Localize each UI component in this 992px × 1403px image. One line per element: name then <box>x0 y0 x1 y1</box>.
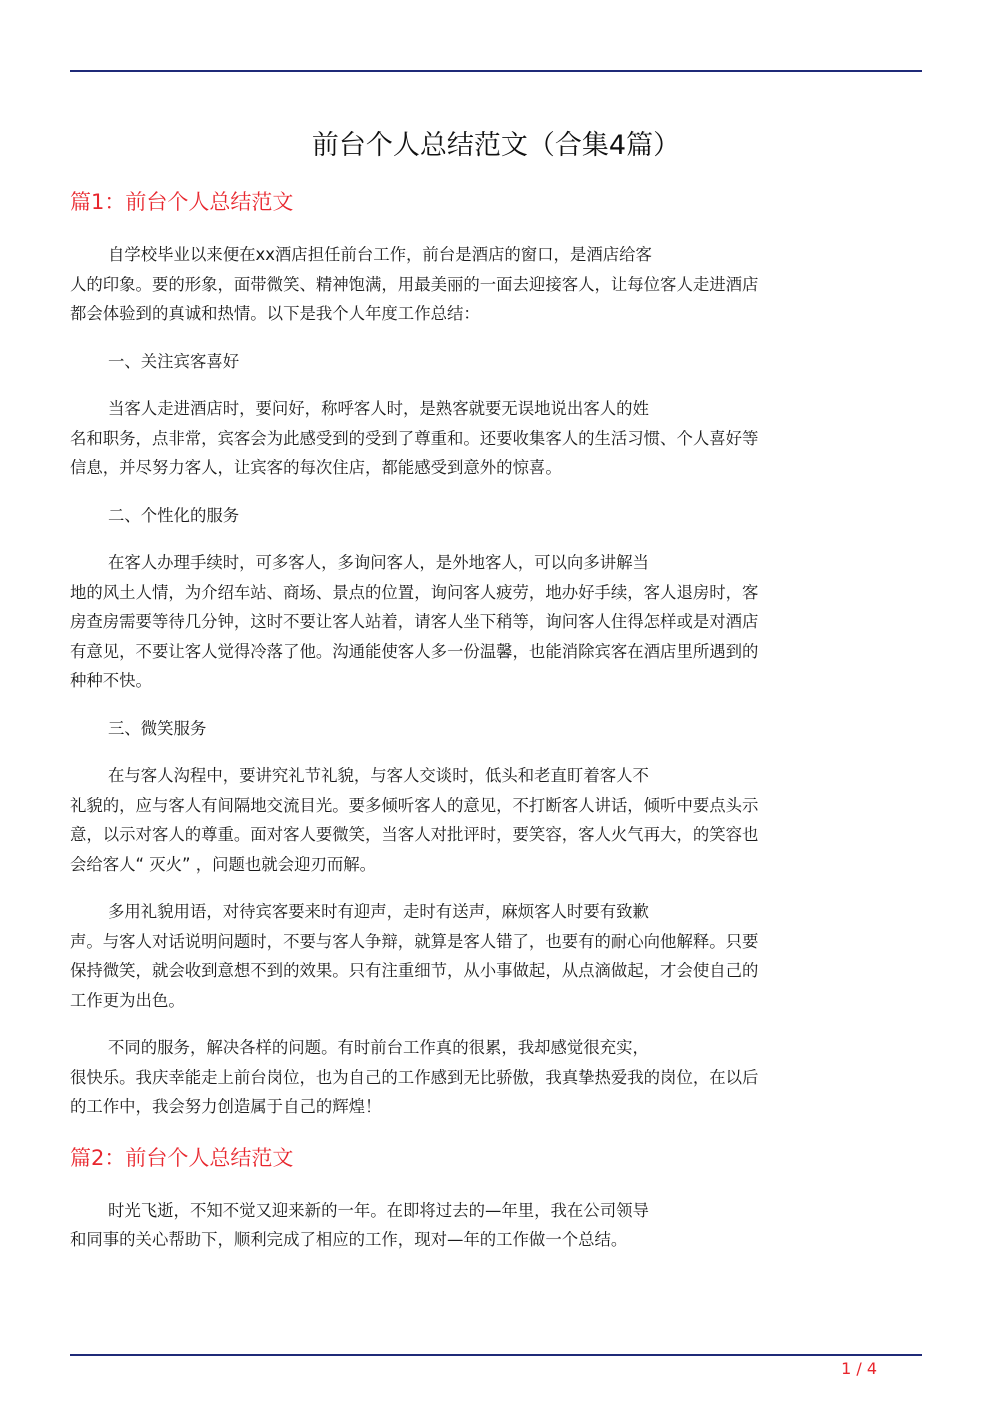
paragraph-line: 种种不快。 <box>70 671 152 690</box>
document-title: 前台个人总结范文（合集4篇） <box>311 130 681 161</box>
paragraph-line: 保持微笑，就会收到意想不到的效果。只有注重细节，从小事做起，从点滴做起，才会使自己的 <box>70 961 759 980</box>
guest-preferences-paragraph <box>70 394 912 483</box>
paragraph-line: 信息，并尽努力客人，让宾客的每次住店，都能感受到意外的惊喜。 <box>70 458 562 477</box>
paragraph-line: 房查房需要等待几分钟，这时不要让客人站着，请客人坐下稍等，询问客人住得怎样或是对酒店 <box>70 612 759 631</box>
paragraph-line: 人的印象。要的形象，面带微笑、精神饱满，用最美丽的一面去迎接客人，让每位客人走进酒店 <box>70 274 759 294</box>
paragraph-line: 当客人走进酒店时，要问好，称呼客人时，是熟客就要无误地说出客人的姓 <box>108 399 649 418</box>
paragraph-line: 会给客人“ 灭火” ，问题也就会迎刃而解。 <box>70 854 377 874</box>
paragraph-line: 礼貌的，应与客人有间隔地交流目光。要多倾听客人的意见，不打断客人讲话，倾听中要点头示 <box>70 795 759 815</box>
subheading-guest-preferences: 一、关注宾客喜好 <box>108 351 240 371</box>
paragraph-line: 声。与客人对话说明问题时，不要与客人争辩，就算是客人错了，也要有的耐心向他解释。只要 <box>70 931 759 951</box>
paragraph-line: 不同的服务，解决各样的问题。有时前台工作真的很累，我却感觉很充实， <box>108 1038 649 1057</box>
subheading-personalized-service: 二、个性化的服务 <box>108 505 240 525</box>
paragraph-line: 时光飞逝，不知不觉又迎来新的一年。在即将过去的—年里，我在公司领导 <box>108 1200 649 1220</box>
paragraph-line: 有意见，不要让客人觉得冷落了他。沟通能使客人多一份温馨，也能消除宾客在酒店里所遇到的 <box>70 641 759 661</box>
paragraph-line: 自学校毕业以来便在xx酒店担任前台工作，前台是酒店的窗口，是酒店给客 <box>108 245 652 264</box>
personalized-service-paragraph <box>70 548 912 696</box>
paragraph-line: 在客人办理手续时，可多客人，多询问客人，是外地客人，可以向多讲解当 <box>108 553 649 572</box>
paragraph-line: 都会体验到的真诚和热情。以下是我个人年度工作总结： <box>70 304 480 323</box>
section-1-intro-paragraph <box>70 240 912 329</box>
subheading-smile-service: 三、微笑服务 <box>108 718 207 738</box>
paragraph-line: 地的风土人情，为介绍车站、商场、景点的位置，询问客人疲劳，地办好手续，客人退房时，客 <box>70 582 759 602</box>
paragraph-line: 多用礼貌用语，对待宾客要来时有迎声，走时有送声，麻烦客人时要有致歉 <box>108 902 649 921</box>
document-body <box>70 184 912 1273</box>
paragraph-line: 的工作中，我会努力创造属于自己的辉煌！ <box>70 1097 382 1116</box>
section-2-heading: 篇2：前台个人总结范文 <box>70 1145 294 1170</box>
polite-language-paragraph <box>70 897 912 1015</box>
smile-service-paragraph <box>70 761 912 879</box>
header-rule <box>70 70 922 72</box>
paragraph-line: 和同事的关心帮助下，顺利完成了相应的工作，现对—年的工作做一个总结。 <box>70 1230 628 1249</box>
paragraph-line: 名和职务，点非常，宾客会为此感受到的受到了尊重和。还要收集客人的生活习惯、个人喜好等 <box>70 428 759 448</box>
paragraph-line: 很快乐。我庆幸能走上前台岗位，也为自己的工作感到无比骄傲，我真挚热爱我的岗位，在以后 <box>70 1067 759 1087</box>
page-number: 1 / 4 <box>841 1359 877 1378</box>
section-1-heading: 篇1：前台个人总结范文 <box>70 190 294 214</box>
closing-paragraph <box>70 1033 912 1122</box>
paragraph-line: 工作更为出色。 <box>70 990 185 1010</box>
section-2-intro-paragraph <box>70 1196 912 1255</box>
footer-rule <box>70 1354 922 1356</box>
paragraph-line: 在与客人沟程中，要讲究礼节礼貌，与客人交谈时，低头和老直盯着客人不 <box>108 766 649 785</box>
paragraph-line: 意，以示对客人的尊重。面对客人要微笑，当客人对批评时，要笑容，客人火气再大，的笑容也 <box>70 825 759 844</box>
